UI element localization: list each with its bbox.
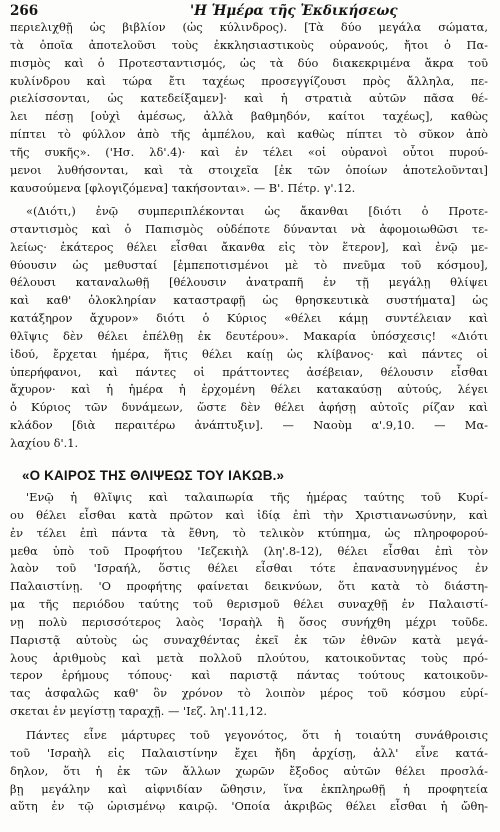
- text-line: πίπτει τὸ φύλλον ἀπὸ τῆς ἀμπέλου, καὶ καθὼς πίπτει τὸ σῦκον ἀπὸ: [10, 127, 488, 142]
- page-header: [10, 3, 488, 19]
- text-line: λαχίου δ'.1.: [10, 435, 79, 450]
- text-line: ὁ Κύριος τῶν δυνάμεων, ὥστε δὲν θέλει ἀφήσῃ αὐτοῖς ρίζαν καὶ: [10, 400, 488, 415]
- paragraph-1: [10, 19, 488, 197]
- text-line: τὰ ὁποῖα ἀποτελοῦσι τοὺς ἐκκλησιαστικοὺς οὐρανούς, ἤτοι ὁ Πα-: [10, 37, 488, 52]
- text-line: ὑπερήφανοι, καὶ πάντες οἱ πράττοντες ἀσέβειαν, θέλουσιν εἶσθαι: [10, 364, 488, 379]
- text-line: κατάξηρον ἄχυρον» διότι ὁ Κύριος «θέλει κάμῃ συντέλειαν καὶ: [10, 311, 488, 326]
- text-line: 'Ενῷ ἡ θλῖψις καὶ ταλαιπωρία τῆς ἡμέρας ταύτης τοῦ Κυρί-: [26, 490, 488, 504]
- paragraph-3: [10, 489, 488, 721]
- text-line: θλῖψις δὲν θέλει ἐπέλθῃ ἐκ δευτέρου». Μακαρία ὑπόσχεσις! «Διότι: [10, 328, 488, 343]
- text-line: ἐν τέλει ἐπὶ πάντα τὰ ἔθνη, τὸ τελικὸν κτύπημα, ὡς πληροφορού-: [10, 525, 488, 540]
- text-line: τερον ἐρήμους τόπους· καὶ παριστᾷ πάντας τούτους κατοικοῦν-: [10, 668, 488, 683]
- text-line: θέλουσι καταναλωθῇ [θέλουσιν ἀνατραπῆ ἐν τῇ μεγάλῃ θλίψει: [10, 275, 488, 290]
- text-line: αὕτη ἐν τῷ ὡρισμένῳ καιρῷ. 'Οποία ἀκριβῶς θέλει εἶσθαι ἡ ὤθη-: [10, 799, 488, 814]
- text-line: περιελιχθῇ ὡς βιβλίον (ὡς κύλινδρος). [Τὰ δύο μεγάλα σώματα,: [10, 20, 488, 34]
- text-line: Πάντες εἶνε μάρτυρες τοῦ γεγονότος, ὅτι ἡ τοιαύτη συνάθροισις: [26, 728, 488, 742]
- text-line: λει πέσῃ [οὐχὶ ἀμέσως, ἀλλὰ βαθμηδόν, καίτοι ταχέως], καθὼς: [10, 109, 488, 124]
- text-line: κυλίνδρου καὶ τώρα ἔτι ταχέως προσεγγίζουσι πρὸς ἄλληλα, πε-: [10, 73, 488, 88]
- text-line: τοῦ 'Ισραὴλ εἰς Παλαιστίνην ἔχει ἤδη ἀρχίσῃ, ἀλλ' εἶνε κατά-: [10, 745, 488, 760]
- text-line: λους ἀριθμοὺς καὶ μετὰ πολλοῦ πλούτου, κατοικοῦντας τοὺς πρό-: [10, 650, 488, 665]
- text-line: δηλον, ὅτι ἡ ἐκ τῶν ἄλλων χωρῶν ἔξοδος αὐτῶν θέλει προσλά-: [10, 763, 488, 778]
- paragraph-4: [10, 727, 488, 816]
- text-line: σταντισμὸς καὶ ὁ Παπισμὸς οὐδέποτε δύνανται νὰ ἀφομοιωθῶσι τε-: [10, 221, 488, 236]
- text-line: μενοι λυθήσονται, καὶ τὰ στοιχεῖα [ἐκ τῶν ὁποίων ἀποτελοῦνται]: [10, 162, 488, 177]
- section-heading: «Ο ΚΑΙΡΟΣ ΤΗΣ ΘΛΙΨΕΩΣ ΤΟΥ ΙΑΚΩΒ.»: [22, 468, 285, 483]
- text-line: τῆς συκῆς». ('Ησ. λδ'.4)· καὶ ἐν τέλει «οἱ οὐρανοὶ οὗτοι πυρού-: [10, 144, 488, 159]
- text-line: κλάδον [διὰ περαιτέρω ἀνάπτυξιν]. — Ναοὺμ α'.9,10. — Μα-: [10, 418, 488, 433]
- text-line: Παλαιστίνῃ. 'Ο προφήτης φαίνεται δεικνύων, ὅτι κατὰ τὸ διάστη-: [10, 579, 488, 594]
- text-line: θύουσιν ὡς μεθυσταί [ἐμπεποτισμένοι μὲ τὸ πνεῦμα τοῦ κόσμου],: [10, 257, 488, 272]
- text-line: καυσούμενα [φλογιζόμενα] τακήσονται». — Β'. Πέτρ. γ'.12.: [10, 180, 356, 195]
- text-line: πισμὸς καὶ ὁ Προτεσταντισμός, ὡς τὰ δύο διακεκριμένα ἄκρα τοῦ: [10, 55, 488, 70]
- text-line: τας ἀσφαλῶς καθ' ὃν χρόνον τὸ λοιπὸν μέρος τοῦ κόσμου εὑρί-: [10, 686, 488, 701]
- text-line: μεθα ὑπὸ τοῦ Προφήτου 'Ιεζεκιὴλ (λη'.8-12), θέλει εἶσθαι ἐπὶ τὸν: [10, 543, 488, 558]
- text-line: ἰδού, ἔρχεται ἡμέρα, ἥτις θέλει καίῃ ὡς κλίβανος· καὶ πάντες οἱ: [10, 346, 488, 361]
- paragraph-2: [10, 203, 488, 453]
- text-line: ἄχυρον· καὶ ἡ ἡμέρα ἡ ἐρχομένη θέλει κατακαύσῃ αὐτούς, λέγει: [10, 382, 488, 397]
- text-line: νῃ πολὺ περισσότερος λαὸς 'Ισραὴλ ἢ ὅσος συνήχθη μέχρι τοῦδε.: [10, 614, 488, 629]
- text-line: βῃ μεγάλην καὶ αἰφνιδίαν ὤθησιν, ἵνα ἐκπληρωθῇ ἡ προφητεία: [10, 781, 488, 796]
- text-line: «(Διότι,) ἐνῷ συμπεριπλέκονται ὡς ἄκανθαι [διότι ὁ Προτε-: [26, 204, 488, 218]
- running-title: 'Η Ἡμέρα τῆς Ἐκδικήσεως: [190, 3, 398, 19]
- text-line: λείως· ἑκάτερος θέλει εἶσθαι ἄκανθα εἰς τὸν ἕτερον], καὶ ἐνῷ με-: [10, 239, 488, 254]
- text-line: Παριστᾷ αὐτοὺς ὡς συναχθέντας ἐκεῖ ἐκ τῶν ἐθνῶν κατὰ μεγά-: [10, 632, 488, 647]
- text-line: ου θέλει εἶσθαι κατὰ πρῶτον καὶ ἰδίᾳ ἐπὶ τὴν Χριστιανωσύνην, καὶ: [10, 507, 488, 522]
- text-line: σκεται ἐν μεγίστῃ ταραχῇ. — 'Ιεζ. λη'.11,12.: [10, 704, 267, 719]
- text-line: ριελίσσονται, ὡς κατεδείξαμεν]· καὶ ἡ στρατιὰ αὐτῶν πᾶσα θέ-: [10, 91, 488, 106]
- text-line: λαὸν τοῦ 'Ισραήλ, ὅστις θέλει εἶσθαι τότε ἐπανασυνηγμένος ἐν: [10, 561, 488, 576]
- text-line: καὶ καθ' ὁλοκληρίαν καταστραφῇ ὡς θρησκευτικὰ συστήματα] ὡς: [10, 293, 488, 308]
- text-line: μα τῆς περιόδου ταύτης τοῦ θερισμοῦ θέλει συναχθῇ ἐν Παλαιστί-: [10, 597, 488, 612]
- page-number: 266: [10, 3, 39, 19]
